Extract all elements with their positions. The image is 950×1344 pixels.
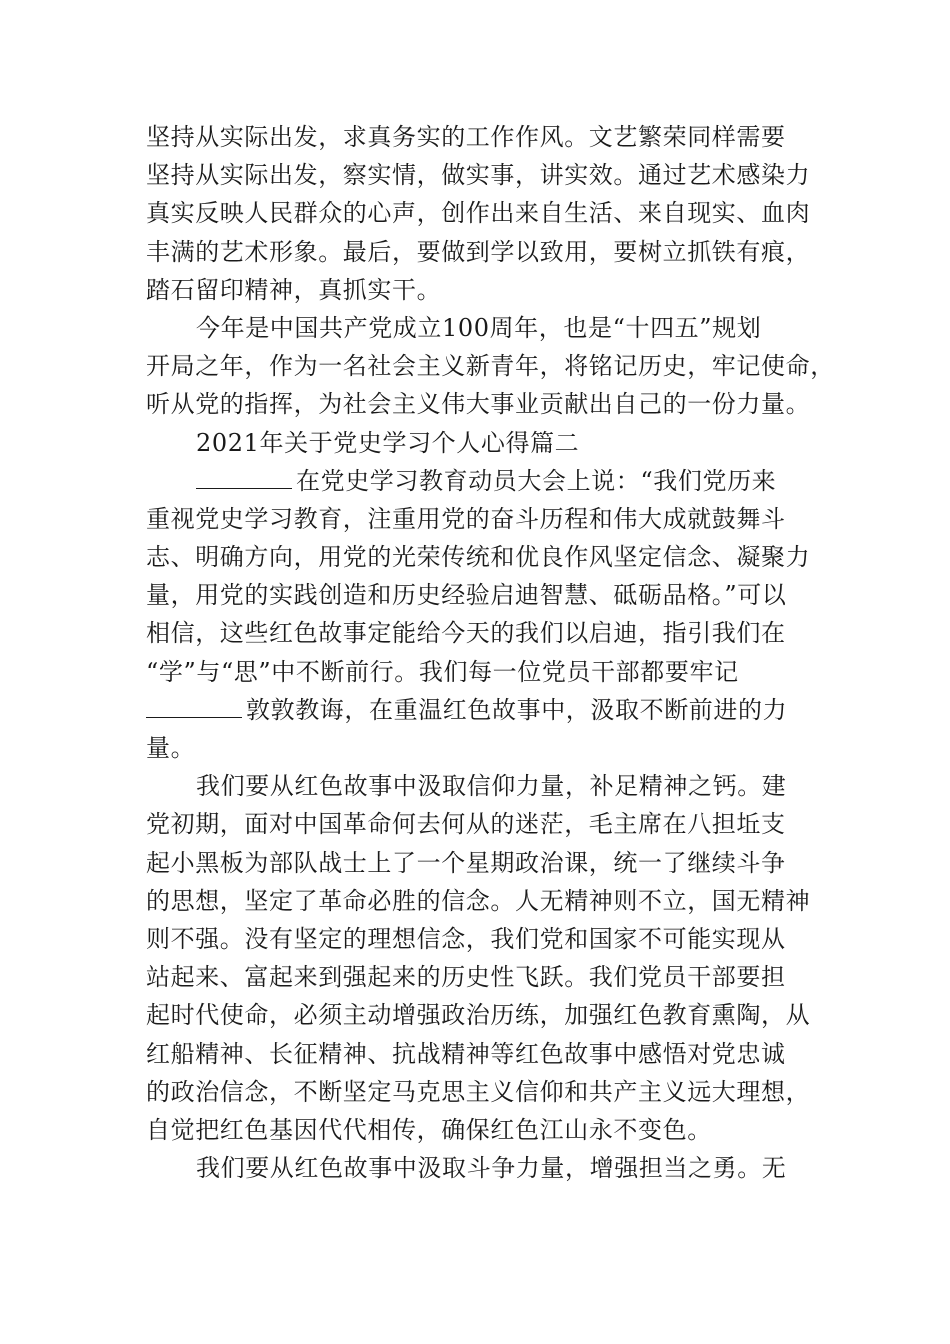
text-line: 听从党的指挥，为社会主义伟大事业贡献出自己的一份力量。 — [146, 390, 811, 419]
text-line: 开局之年，作为一名社会主义新青年，将铭记历史，牢记使命， — [146, 352, 835, 381]
redacted-blank — [146, 695, 242, 718]
section-heading: 2021年关于党史学习个人心得篇二 — [196, 428, 580, 457]
text-line: “学”与“思”中不断前行。我们每一位党员干部都要牢记 — [146, 657, 739, 686]
paragraph-start-line: 今年是中国共产党成立100周年，也是“十四五”规划 — [196, 313, 762, 342]
text-line: 坚持从实际出发，察实情，做实事，讲实效。通过艺术感染力 — [146, 161, 811, 190]
text-line: 重视党史学习教育，注重用党的奋斗历程和伟大成就鼓舞斗 — [146, 504, 786, 533]
text-line: 真实反映人民群众的心声，创作出来自生活、来自现实、血肉 — [146, 199, 811, 228]
paragraph-start-line — [146, 462, 810, 500]
text-line: 党初期，面对中国革命何去何从的迷茫，毛主席在八担坵支 — [146, 810, 786, 839]
text-line — [146, 691, 810, 729]
document-body — [146, 118, 835, 1187]
text-line: 志、明确方向，用党的光荣传统和优良作风坚定信念、凝聚力 — [146, 543, 811, 572]
text-line: 踏石留印精神，真抓实干。 — [146, 275, 442, 304]
redacted-blank — [196, 466, 292, 489]
text-line: 起小黑板为部队战士上了一个星期政治课，统一了继续斗争 — [146, 848, 786, 877]
paragraph-start-line: 我们要从红色故事中汲取斗争力量，增强担当之勇。无 — [196, 1154, 787, 1183]
text-line: 量。 — [146, 734, 196, 762]
text-line: 起时代使命，必须主动增强政治历练，加强红色教育熏陶，从 — [146, 1001, 811, 1030]
text-line: 站起来、富起来到强起来的历史性飞跃。我们党员干部要担 — [146, 963, 786, 992]
text-line: 则不强。没有坚定的理想信念，我们党和国家不可能实现从 — [146, 924, 786, 953]
text-line: 自觉把红色基因代代相传，确保红色江山永不变色。 — [146, 1115, 712, 1144]
text-line: 丰满的艺术形象。最后，要做到学以致用，要树立抓铁有痕， — [146, 237, 811, 266]
text-line: 的政治信念，不断坚定马克思主义信仰和共产主义远大理想， — [146, 1077, 811, 1106]
text-line: 相信，这些红色故事定能给今天的我们以启迪，指引我们在 — [146, 619, 786, 648]
text-line: 的思想，坚定了革命必胜的信念。人无精神则不立，国无精神 — [146, 886, 811, 915]
text-line: 量，用党的实践创造和历史经验启迪智慧、砥砺品格。”可以 — [146, 581, 787, 610]
text-line: 红船精神、长征精神、抗战精神等红色故事中感悟对党忠诚 — [146, 1039, 786, 1068]
paragraph-start-line: 我们要从红色故事中汲取信仰力量，补足精神之钙。建 — [196, 772, 787, 801]
text-line: 坚持从实际出发，求真务实的工作作风。文艺繁荣同样需要 — [146, 123, 786, 151]
text-line-content: 敦敦教诲，在重温红色故事中，汲取不断前进的力 — [246, 695, 788, 724]
text-line-content: 在党史学习教育动员大会上说：“我们党历来 — [296, 466, 777, 495]
